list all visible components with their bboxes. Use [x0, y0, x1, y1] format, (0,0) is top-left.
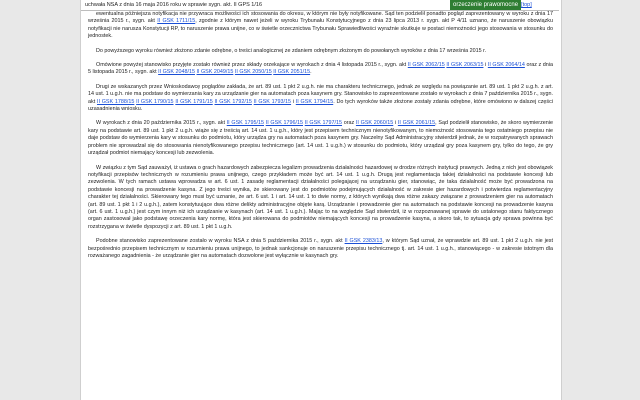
paragraph-text: . — [310, 69, 312, 76]
paragraph-text: Do powyższego wyroku również złożono zdanie odrębne, o treści analogicznej ze zdaniem odrębnym złożonym do powołanych wyroków z dnia 17 września 2015 r. — [96, 47, 487, 54]
header-right-group — [450, 0, 532, 10]
paragraph-text: , w którym Sąd uznał, że wprawdzie art. 89 ust. 1 pkt 2 u.g.h. nie jest bezpośrednio przepisem technicznym w rozumieniu prawa unijnego, to jednak sankcjonuje on naruszenie przepisu technicznego tj. art. 14 ust. 1 u.g.h., stanowiącego - w zakresie istotnym dla rozważanego zagadnienia - że urządzanie gier na automatach dozwolone jest wyłącznie w kasynach gry. — [88, 238, 553, 259]
paragraph-text: i — [291, 98, 296, 105]
case-reference-link[interactable]: II GSK 2062/15 — [407, 62, 445, 69]
case-reference-link[interactable]: II GSK 1788/15 — [96, 98, 135, 105]
paragraph-text: Omówione powyżej stanowisko przyjęte zostało również przez składy orzekające w wyrokach z dnia 4 listopada 2015 r., sygn. akt — [96, 62, 408, 69]
paragraph — [88, 84, 553, 114]
paragraph-text: oraz — [342, 120, 356, 127]
case-reference-link[interactable]: II GSK 2064/14 — [487, 62, 525, 69]
case-reference-link[interactable]: II GSK 2048/15 — [158, 69, 195, 76]
case-reference-link[interactable]: II GSK 2051/15 — [273, 69, 311, 76]
case-reference-link[interactable]: II GSK 1792/15 — [214, 98, 252, 105]
case-reference-link[interactable]: II GSK 1797/15 — [304, 120, 343, 127]
paragraph-text: i — [483, 62, 488, 69]
paragraph-text: . Do tych wyroków także złożone zostały zdania odrębne, które omówiono w dalszej części uzasadnienia wniosku. — [88, 98, 553, 113]
document-header-bar — [81, 0, 559, 11]
paragraph — [88, 120, 553, 157]
case-reference-link[interactable]: II GSK 1795/15 — [226, 120, 264, 127]
case-reference-link[interactable]: II GSK 1791/15 — [175, 98, 213, 105]
case-reference-link[interactable]: II GSK 2383/13 — [344, 238, 383, 245]
paragraph-text: W wyrokach z dnia 20 października 2015 r., sygn. akt — [96, 120, 227, 127]
paragraph — [88, 48, 553, 55]
case-reference-link[interactable]: II GSK 2063/15 — [446, 62, 484, 69]
case-reference-link[interactable]: II GSK 2060/15 — [355, 120, 394, 127]
document-title: uchwała NSA z dnia 16 maja 2016 roku w sprawie sygn. akt. II GPS 1/16 — [85, 2, 263, 8]
paragraph-text: i — [393, 120, 398, 127]
paragraph — [88, 11, 553, 41]
paragraph — [88, 165, 553, 232]
paragraph-text: , Sąd podzielił stanowisko, że skoro wymierzenie kary na podstawie art. 89 ust. 1 pkt 2 u.g.h. wiąże się z treścią art. 14 ust. 1 u.g.h., który jest przepisem technicznym nienotyfikowanym, to niemożność stosowania tego ostatniego przepisu nie daje podstaw do wymierzenia kary w stosunku do podmiotu, który urządza gry na automatach poza kasynem gry. Naczelny Sąd Administracyjny stwierdził jednak, że w rozpatrywanych sprawach problem nie sprowadzał się do stosowania nienotyfikowanego przepisu technicznego (art. 14 ust. 1 u.g.h.) w stosunku do podmiotu, który urządzał gry poza kasynem gry, tylko do tego, że gry urządzał podmiot niemający koncesji lub zezwolenia. — [88, 120, 553, 157]
top-link[interactable]: [top] — [521, 2, 532, 8]
paragraph-text: oraz z dnia 5 listopada 2015 r., sygn. akt — [88, 62, 554, 76]
case-reference-link[interactable]: II GSK 1793/15 — [253, 98, 292, 105]
paragraph-text: ewentualna późniejsza notyfikacja nie przywraca możliwości ich stosowania do okresu, w którym nie były notyfikowane. Sąd ten podzielił ponadto pogląd zaprezentowany w wyroku z dnia 17 września 2015 r., sygn. akt — [88, 11, 553, 25]
case-reference-link[interactable]: II GSK 1796/15 — [265, 120, 303, 127]
paragraph-text: Drugi ze wskazanych przez Wnioskodawcę poglądów zakłada, że art. 89 ust. 1 pkt 2 u.g.h. nie ma charakteru technicznego, jednak ze względu na powiązanie art. 89 ust. 1 pkt 2 u.g.h. z art. 14 ust. 1 u.g.h. nie ma podstaw do wymierzania kary za urządzanie gier na automatach poza kasynem gry. Stanowisko to zaprezentowane zostało w wyrokach z dnia 7 października 2015 r., sygn. akt — [88, 83, 553, 105]
paragraph — [88, 238, 553, 260]
case-reference-link[interactable]: II GSK 2049/15 — [196, 69, 234, 76]
paragraph-text: W związku z tym Sąd zauważył, iż ustawa o grach hazardowych zabezpiecza legalizm prowadzenia działalności hazardowej w drodze różnych instytucji prawnych. Jedną z nich jest obowiązek notyfikacji przepisów technicznych w rozumieniu prawa unijnego, czego przykładem może być art. 14 ust. 1 u.g.h. Drugą jest reglamentacja takiej działalności na podstawie koncesji lub zezwolenia. W tych ramach ustawa wprowadza w art. 6 ust. 1 zasadę reglamentacji działalności polegającej na urządzaniu gier, stanowiąc, że taka działalność może być prowadzona na podstawie koncesji na prowadzenie kasyna. Z jego treści wynika, że skierowany jest do podmiotów podejmujących działalność w zakresie gier hazardowych i potwierdza reglamentacyjny charakter tej działalności. Skierowany tego musi być uznanie, że art. 6 ust. 1 i art. 14 ust. 1 to dwie normy, z których wynikają dwa różne zakazy związane z prowadzeniem gier na automatach (art. 89 ust. 1 pkt 1 i 2 u.g.h.), zatem konstytuujące dwa różne delikty administracyjne objęte karą. Urządzanie i prowadzenie gier na automatach na podstawie koncesji na prowadzenie kasyna (art. 6 ust. 1 u.g.h.) jest czym innym niż ich urządzanie w kasynach (art. 14 ust. 1 u.g.h.). Mając to na względzie Sąd stwierdził, iż w rozpoznawanej sprawie do ustalonego stanu faktycznego organ zastosował jako podstawę orzeczenia kary normę, która jest skierowana do podmiotów niemających koncesji na prowadzenie kasyna, a skoro tak, to sytuacja gdy sprawa powinna być rozstrzygana w świetle dyspozycji z art. 89 ust. 1 pkt 1 u.g.h. — [88, 164, 553, 230]
paragraph — [88, 62, 553, 77]
case-reference-link[interactable]: II GSK 1790/15 — [136, 98, 174, 105]
paragraph-text: Podobne stanowisko zaprezentowane zostało w wyroku NSA z dnia 5 października 2015 r., sygn. akt — [96, 238, 345, 245]
case-reference-link[interactable]: II GSK 2061/15 — [397, 120, 436, 127]
legal-status-badge: orzeczenie prawomocne — [450, 0, 521, 10]
case-reference-link[interactable]: II GSK 1711/15 — [157, 18, 196, 25]
paragraph-text: , zgodnie z którym nawet jeżeli w wyroku Trybunału Konstytucyjnego z dnia 23 lipca 2013 r. sygn. akt P 4/11 uznano, że naruszenie obowiązku notyfikacji nie narusza Konstytucji RP, to naruszenie prawa unijne, co w świetle orzecznictwa Trybunału Sprawiedliwości wyraźnie skutkuje w postaci niemożności jego stosowania w stosunku do jednostek. — [88, 18, 553, 40]
case-reference-link[interactable]: II GSK 1794/15 — [295, 98, 334, 105]
document-body — [88, 11, 553, 267]
case-reference-link[interactable]: II GSK 2050/15 — [234, 69, 272, 76]
